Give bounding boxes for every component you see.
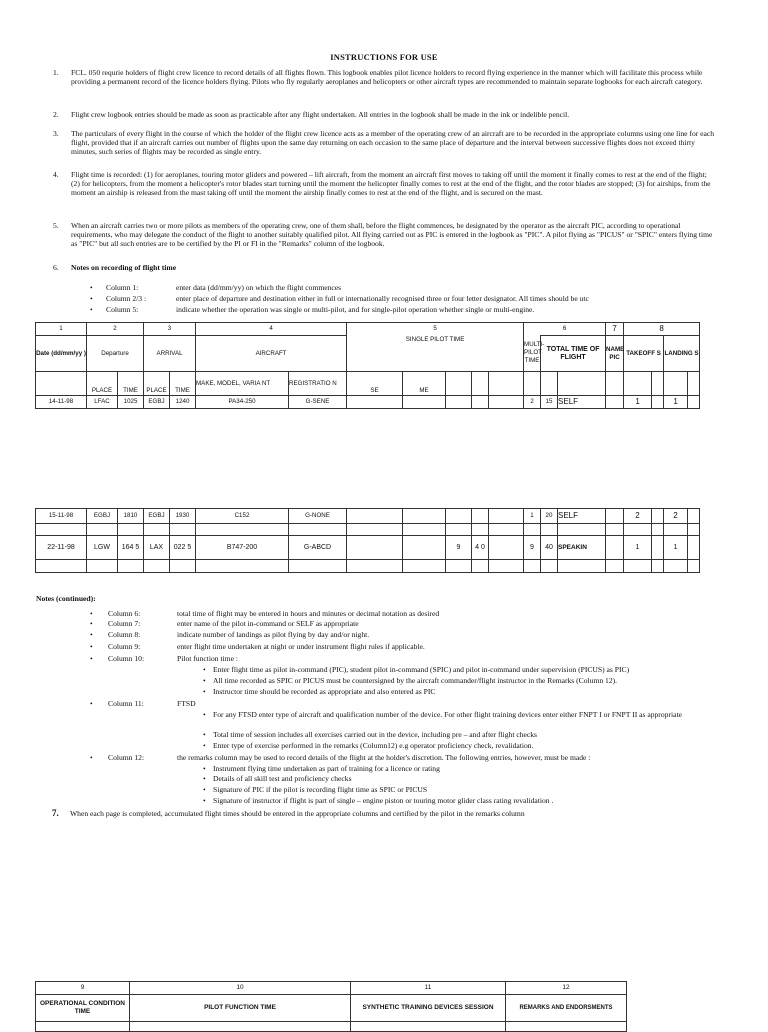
instruction-3 <box>53 129 717 156</box>
column-text: Pilot function time : <box>177 654 238 663</box>
column-label: Column 11: <box>108 699 144 708</box>
instruction-number: 3. <box>53 129 59 138</box>
sub-time: TIME <box>170 372 196 396</box>
notes-continued-heading: Notes (continued): <box>36 594 96 603</box>
col-num: 3 <box>144 323 196 336</box>
cell-landings: 2 <box>664 509 688 524</box>
header-name-pic: NAME PIC <box>606 336 624 372</box>
column-text: indicate whether the operation was single or multi-pilot, and for single-pilot operation whether single or multi-engine. <box>176 305 535 314</box>
list-item: • Enter flight time as pilot in-command (PIC), student pilot in-command (SPIC) and pilot in-command under supervision (PICUS) as PIC) <box>203 665 630 674</box>
cell-multi-m: 4 0 <box>472 536 489 560</box>
list-item-text: Instructor time should be recorded as appropriate and also entered as PIC <box>213 687 436 696</box>
cell-total-m: 40 <box>541 536 558 560</box>
column-label: Column 5: <box>106 305 139 314</box>
cell-arr-time: 1930 <box>170 509 196 524</box>
page-title: INSTRUCTIONS FOR USE <box>330 52 438 62</box>
cell-registration: G-NONE <box>289 509 347 524</box>
header-multi-pilot: MULTI-PILOT TIME <box>524 336 541 372</box>
column-text: total time of flight may be entered in hours and minutes or decimal notation as desired <box>177 609 440 618</box>
cell-dep-time: 1810 <box>118 509 144 524</box>
instruction-2 <box>53 110 717 119</box>
column-text: enter flight time undertaken at night or under instrument flight rules if applicable. <box>177 642 425 651</box>
column-note: • Column 5: indicate whether the operation was single or multi-pilot, and for single-pilot operation whether single or multi-engine. <box>90 305 535 314</box>
instruction-text: Notes on recording of flight time <box>71 263 177 272</box>
instruction-text: When each page is completed, accumulated flight times should be entered in the appropriate columns and certified by the pilot in the remarks column <box>70 809 525 818</box>
cell-arr-place: LAX <box>144 536 170 560</box>
cell-takeoffs: 1 <box>624 396 652 409</box>
cell-total-m: 20 <box>541 509 558 524</box>
cell-total-h: 1 <box>524 509 541 524</box>
list-item-text: Signature of PIC if the pilot is recording flight time as SPIC or PICUS <box>213 785 428 794</box>
sub-se: SE <box>347 372 403 396</box>
col-num: 11 <box>351 982 506 995</box>
sub-me: ME <box>403 372 446 396</box>
list-item-text: Enter flight time as pilot in-command (PIC), student pilot in-command (SPIC) and pilot in-command under supervision (PICUS) as PIC) <box>213 665 630 674</box>
instruction-number: 1. <box>53 68 59 77</box>
list-item: • Enter type of exercise performed in the remarks (Column12) e.g operator proficiency check, revalidation. <box>203 741 534 750</box>
column-text: enter name of the pilot in-command or SELF as appropriate <box>177 619 359 628</box>
cell-registration: G-SENE <box>289 396 347 409</box>
header-remarks: REMARKS AND ENDORSMENTS <box>506 995 627 1022</box>
sub-place: PLACE <box>87 372 118 396</box>
instruction-7 <box>52 808 732 819</box>
column-label: Column 1: <box>106 283 139 292</box>
column-label: Column 8: <box>108 630 141 639</box>
instruction-number: 5. <box>53 221 59 230</box>
cell-dep-place: LFAC <box>87 396 118 409</box>
table-row <box>36 536 700 560</box>
cell-takeoffs: 1 <box>624 536 652 560</box>
column-text: enter data (dd/mm/yy) on which the flight commences <box>176 283 342 292</box>
list-item: • Instrument flying time undertaken as part of training for a licence or rating <box>203 764 440 773</box>
header-aircraft: AIRCRAFT <box>196 336 347 372</box>
list-item-text: All time recorded as SPIC or PICUS must be countersigned by the aircraft commander/flight instructor in the Remarks (Column 12). <box>213 676 618 685</box>
instruction-number: 6. <box>53 263 59 272</box>
column-note: • Column 7: enter name of the pilot in-command or SELF as appropriate <box>90 619 359 628</box>
col-num: 2 <box>87 323 144 336</box>
cell-dep-place: EGBJ <box>87 509 118 524</box>
header-date: Date (dd/mm/yy ) <box>36 336 87 372</box>
cell-landings: 1 <box>664 396 688 409</box>
cell-make: B747-200 <box>196 536 289 560</box>
instruction-text: When an aircraft carries two or more pilots as members of the operating crew, one of them shall, before the flight commences, be designated by the operator as the aircraft PIC, according to operational requirements, who may delegate the conduct of the flight to another suitably qualified pilot. All flying carried out as PIC is entered in the logbook as "PIC". A pilot flying as "PICUS" or "SPIC" enters flying time as "PIC" but all such entries are to be certified by the PI or FI in the "Remarks" column of the logbook. <box>71 221 713 248</box>
list-item: • Total time of session includes all exercises carried out in the device, including pre – and after flight checks <box>203 730 537 739</box>
instruction-text: FCL. 050 requrie holders of flight crew licence to record details of all flights flown. This logbook enables pilot licence holders to record flying experience in the manner which will facilitate this process while providing a permanent record of the licence holders flying. Pilots who fly regularly aeroplanes and helicopters or other aircraft types are recommended to maintain separate logbooks for each aircraft category. <box>71 68 703 86</box>
cell-date: 15-11-98 <box>36 509 87 524</box>
column-label: Column 6: <box>108 609 141 618</box>
header-departure: Departure <box>87 336 144 372</box>
instruction-number: 4. <box>53 170 59 179</box>
header-landings: LANDING S <box>664 336 700 372</box>
list-item: • For any FTSD enter type of aircraft and qualification number of the device. For other flight training devices enter either FNPT I or FNPT II as appropriate <box>203 710 682 719</box>
sub-time: TIME <box>118 372 144 396</box>
list-item-text: Signature of instructor if flight is part of single – engine piston or touring motor glider class rating revalidation . <box>213 796 554 805</box>
cell-make: PA34-250 <box>196 396 289 409</box>
col-num: 10 <box>130 982 351 995</box>
cell-dep-time: 1025 <box>118 396 144 409</box>
list-item-text: Instrument flying time undertaken as part of training for a licence or rating <box>213 764 440 773</box>
list-item-text: For any FTSD enter type of aircraft and qualification number of the device. For other flight training devices enter either FNPT I or FNPT II as appropriate <box>213 710 682 719</box>
column-text: the remarks column may be used to record details of the flight at the holder's discretion. The following entries, however, must be made : <box>177 753 591 762</box>
header-operational-condition: OPERATIONAL CONDITION TIME <box>36 995 130 1022</box>
column-label: Column 10: <box>108 654 145 663</box>
header-total-time: TOTAL TIME OF FLIGHT <box>541 336 606 372</box>
col-num: 9 <box>36 982 130 995</box>
cell-multi-h: 9 <box>446 536 472 560</box>
sub-make: MAKE, MODEL, VARIA NT <box>196 372 289 396</box>
column-text: enter place of departure and destination either in full or internationally recognised three or four letter designator. All times should be utc <box>176 294 589 303</box>
cell-arr-time: 022 5 <box>170 536 196 560</box>
logbook-table-bottom <box>35 981 627 1032</box>
cell-arr-time: 1240 <box>170 396 196 409</box>
header-takeoffs: TAKEOFF S <box>624 336 664 372</box>
instruction-text: The particulars of every flight in the course of which the holder of the flight crew licence acts as a member of the operating crew of an aircraft are to be recorded in the appropriate columns using one line for each flight, provided that if an aircraft carries out number of flights upon the same day returning on each occasion to the same place of departure and the interval between successive flights does not exceed thirty minutes, such series of flights may be recorded as single entry. <box>71 129 715 156</box>
cell-date: 22-11-98 <box>36 536 87 560</box>
column-label: Column 2/3 : <box>106 294 147 303</box>
instruction-5 <box>53 221 717 248</box>
col-num: 5 <box>347 323 524 336</box>
column-text: indicate number of landings as pilot flying by day and/or night. <box>177 630 370 639</box>
column-note: • Column 10: Pilot function time : <box>90 654 238 663</box>
cell-total-h: 2 <box>524 396 541 409</box>
column-label: Column 9: <box>108 642 141 651</box>
cell-dep-time: 164 5 <box>118 536 144 560</box>
instruction-number: 7. <box>52 808 59 818</box>
list-item: • Signature of PIC if the pilot is recording flight time as SPIC or PICUS <box>203 785 428 794</box>
cell-name: SELF <box>558 509 606 524</box>
cell-arr-place: EGBJ <box>144 396 170 409</box>
column-text: FTSD <box>177 699 196 708</box>
cell-registration: G-ABCD <box>289 536 347 560</box>
header-synthetic-training: SYNTHETIC TRAINING DEVICES SESSION <box>351 995 506 1022</box>
column-note: • Column 6: total time of flight may be entered in hours and minutes or decimal notation as desired <box>90 609 440 618</box>
cell-arr-place: EGBJ <box>144 509 170 524</box>
cell-landings: 1 <box>664 536 688 560</box>
cell-date: 14-11-98 <box>36 396 87 409</box>
instruction-6 <box>53 263 717 272</box>
col-num: 8 <box>624 323 700 336</box>
column-note: • Column 9: enter flight time undertaken at night or under instrument flight rules if applicable. <box>90 642 425 651</box>
col-num: 6 <box>524 323 606 336</box>
cell-dep-place: LGW <box>87 536 118 560</box>
list-item-text: Total time of session includes all exercises carried out in the device, including pre – and after flight checks <box>213 730 537 739</box>
column-label: Column 12: <box>108 753 145 762</box>
table-row <box>36 509 700 524</box>
cell-total-m: 15 <box>541 396 558 409</box>
col-num: 1 <box>36 323 87 336</box>
list-item-text: Enter type of exercise performed in the remarks (Column12) e.g operator proficiency check, revalidation. <box>213 741 534 750</box>
sub-place: PLACE <box>144 372 170 396</box>
col-num: 7 <box>606 323 624 336</box>
instruction-text: Flight crew logbook entries should be made as soon as practicable after any flight undertaken. All entries in the logbook shall be made in the ink or indelible pencil. <box>71 110 570 119</box>
list-item: • All time recorded as SPIC or PICUS must be countersigned by the aircraft commander/flight instructor in the Remarks (Column 12). <box>203 676 618 685</box>
instruction-text: Flight time is recorded: (1) for aeroplanes, touring motor gliders and powered – lift aircraft, from the moment an aircraft first moves to taking off until the moment it finally comes to rest at the end of the flight; (2) for helicopters, from the moment a helicopter's rotor blades start turning until the moment the helicopter finally comes to rest at the end of the flight, and the rotor blades are stopped; (3) for airships, from the moment an airship is released from the mast taking off until the moment the airship finally comes to rest at the end of the flight, and is secured on the mast. <box>71 170 711 197</box>
instruction-1 <box>53 68 717 86</box>
header-single-pilot: SINGLE PILOT TIME <box>347 336 524 372</box>
column-note: • Column 1: enter data (dd/mm/yy) on which the flight commences <box>90 283 342 292</box>
cell-total-h: 9 <box>524 536 541 560</box>
header-arrival: ARRIVAL <box>144 336 196 372</box>
column-note: • Column 11: FTSD <box>90 699 196 708</box>
col-num: 12 <box>506 982 627 995</box>
logbook-table-top <box>35 322 700 409</box>
col-num: 4 <box>196 323 347 336</box>
instruction-4 <box>53 170 717 197</box>
logbook-table-middle <box>35 508 700 573</box>
column-note: • Column 2/3 : enter place of departure and destination either in full or internationally recognised three or four letter designator. All times should be utc <box>90 294 589 303</box>
cell-name: SELF <box>558 396 606 409</box>
header-pilot-function: PILOT FUNCTION TIME <box>130 995 351 1022</box>
list-item: • Instructor time should be recorded as appropriate and also entered as PIC <box>203 687 436 696</box>
list-item: • Signature of instructor if flight is part of single – engine piston or touring motor glider class rating revalidation . <box>203 796 554 805</box>
list-item-text: Details of all skill test and proficiency checks <box>213 774 352 783</box>
column-label: Column 7: <box>108 619 141 628</box>
cell-takeoffs: 2 <box>624 509 652 524</box>
list-item: • Details of all skill test and proficiency checks <box>203 774 352 783</box>
instruction-number: 2. <box>53 110 59 119</box>
column-note: • Column 12: the remarks column may be used to record details of the flight at the holder's discretion. The following entries, however, must be made : <box>90 753 591 762</box>
sub-registration: REGISTRATIO N <box>289 372 347 396</box>
cell-make: C152 <box>196 509 289 524</box>
table-row <box>36 396 700 409</box>
column-note: • Column 8: indicate number of landings as pilot flying by day and/or night. <box>90 630 370 639</box>
cell-name: SPEAKIN <box>558 536 606 560</box>
